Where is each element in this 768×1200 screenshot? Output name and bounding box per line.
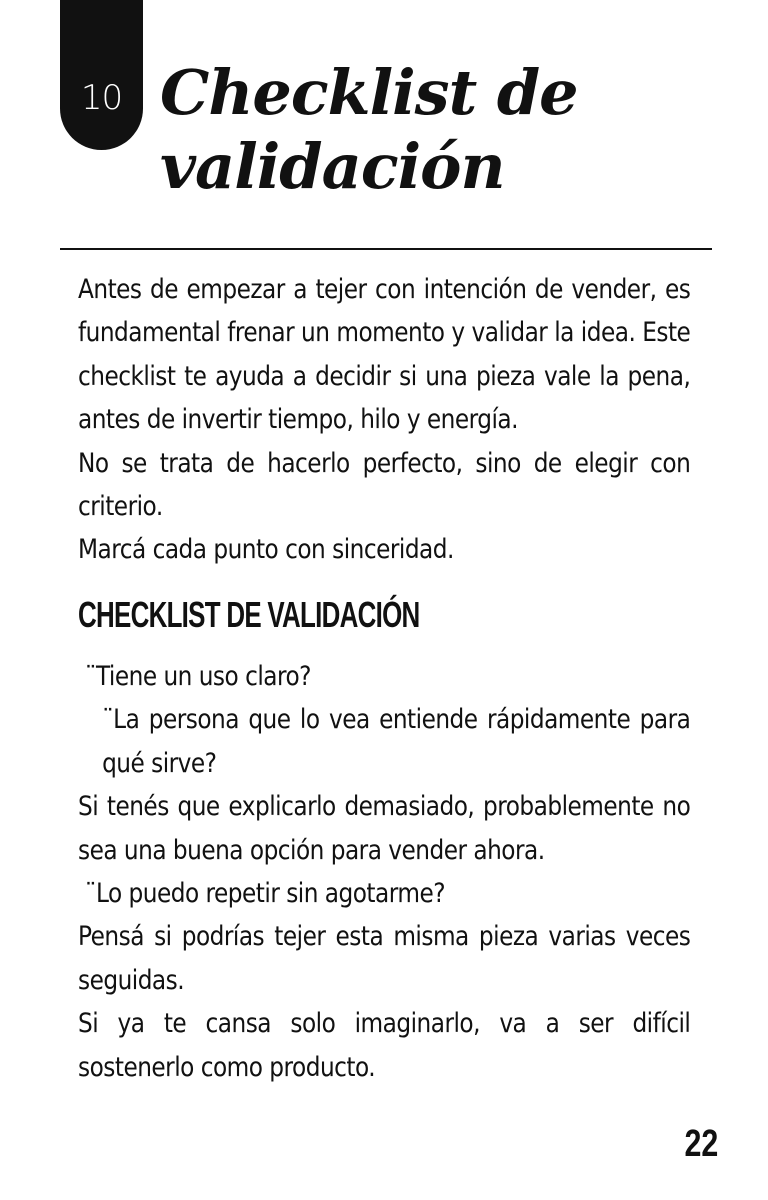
section-heading: CHECKLIST DE VALIDACIÓN [78, 594, 420, 635]
chapter-number-tab [60, 0, 143, 150]
checklist-item: ¨La persona que lo vea entiende rápidamente para qué sirve? [102, 704, 691, 779]
title-divider [60, 248, 712, 250]
intro-text [78, 268, 690, 572]
title-line-1: Checklist de [160, 56, 578, 129]
intro-paragraph: Marcá cada punto con sinceridad. [78, 534, 454, 566]
page-title [160, 56, 578, 204]
checklist-item: ¨Lo puedo repetir sin agotarme? [84, 878, 446, 910]
chapter-number: 10 [80, 78, 123, 118]
checklist-note: Pensá si podrías tejer esta misma pieza varias veces seguidas. [78, 921, 691, 996]
checklist-note: Si ya te cansa solo imaginarlo, va a ser difícil sostenerlo como producto. [78, 1008, 691, 1083]
checklist [78, 655, 690, 1089]
intro-paragraph: Antes de empezar a tejer con intención de vender, es fundamental frenar un momento y validar la idea. Este checklist te ayuda a decidir si una pieza vale la pena, antes de invertir tiempo, hilo y energía. [78, 274, 691, 436]
title-line-2: validación [160, 130, 505, 203]
page-number: 22 [684, 1123, 718, 1165]
intro-paragraph: No se trata de hacerlo perfecto, sino de elegir con criterio. [78, 447, 691, 523]
checklist-item: ¨Tiene un uso claro? [84, 661, 311, 692]
checklist-note: Si tenés que explicarlo demasiado, probablemente no sea una buena opción para vender ahora. [78, 791, 691, 866]
